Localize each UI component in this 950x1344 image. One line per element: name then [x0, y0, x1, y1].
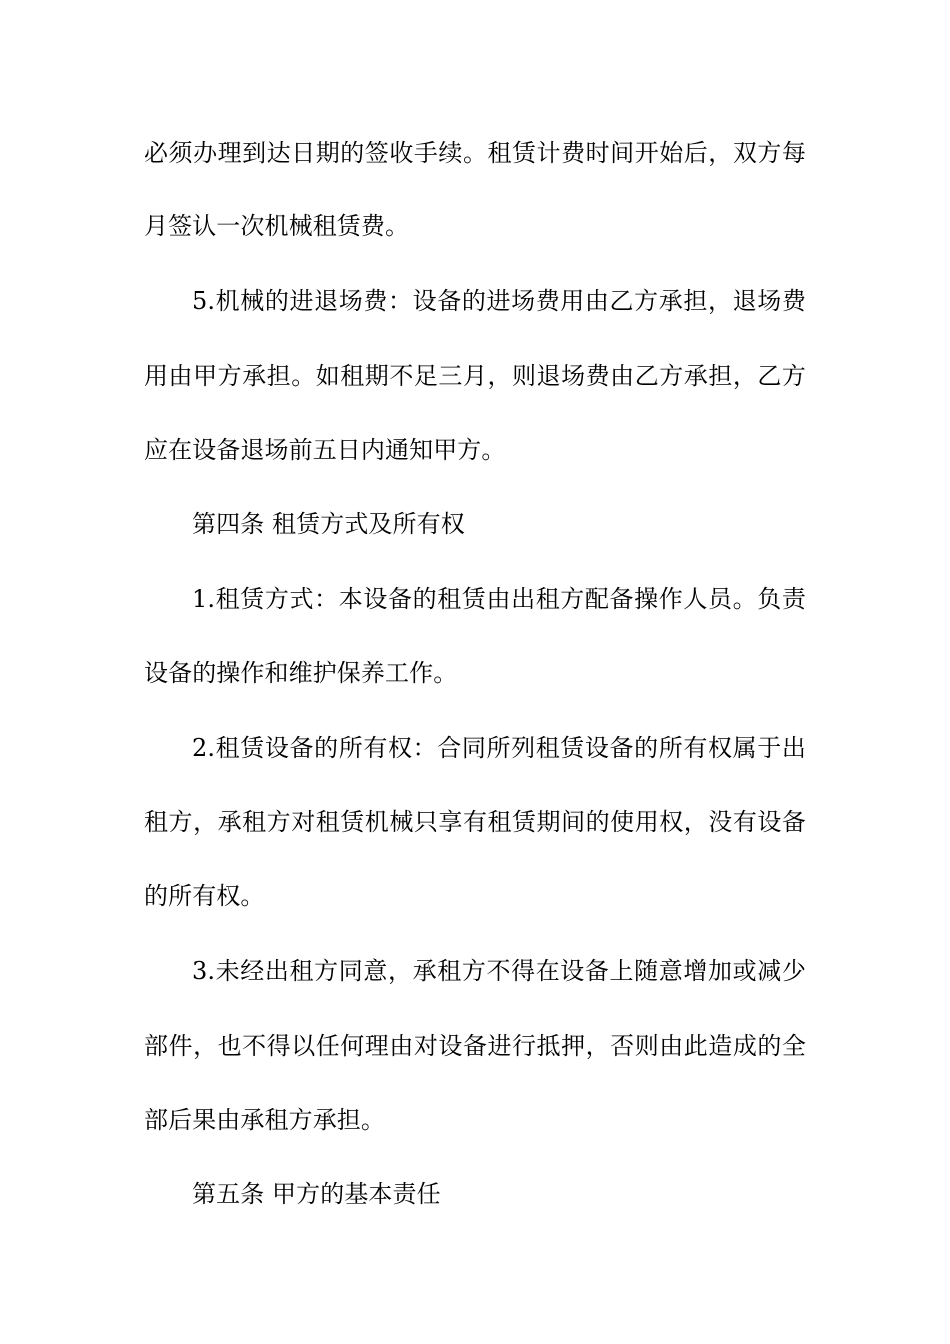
paragraph-line: 部后果由承租方承担。 — [144, 1106, 385, 1134]
paragraph-line: 设备的操作和维护保养工作。 — [144, 659, 458, 687]
paragraph-line: 部件，也不得以任何理由对设备进行抵押，否则由此造成的全 — [144, 1032, 806, 1060]
paragraph-line: 5.机械的进退场费：设备的进场费用由乙方承担，退场费 — [192, 287, 806, 315]
paragraph-line: 2.租赁设备的所有权：合同所列租赁设备的所有权属于出 — [192, 734, 806, 762]
paragraph-line: 用由甲方承担。如租期不足三月，则退场费由乙方承担，乙方 — [144, 362, 806, 390]
paragraph-line: 3.未经出租方同意，承租方不得在设备上随意增加或减少 — [192, 957, 806, 985]
paragraph-line: 应在设备退场前五日内通知甲方。 — [144, 436, 506, 464]
section-heading: 第四条 租赁方式及所有权 — [192, 510, 465, 538]
paragraph-line: 租方，承租方对租赁机械只享有租赁期间的使用权，没有设备 — [144, 808, 806, 836]
paragraph-line: 月签认一次机械租赁费。 — [144, 212, 410, 240]
section-heading: 第五条 甲方的基本责任 — [192, 1180, 441, 1208]
paragraph-line: 必须办理到达日期的签收手续。租赁计费时间开始后，双方每 — [144, 139, 806, 167]
paragraph-line: 1.租赁方式：本设备的租赁由出租方配备操作人员。负责 — [192, 585, 806, 613]
paragraph-line: 的所有权。 — [144, 882, 265, 910]
